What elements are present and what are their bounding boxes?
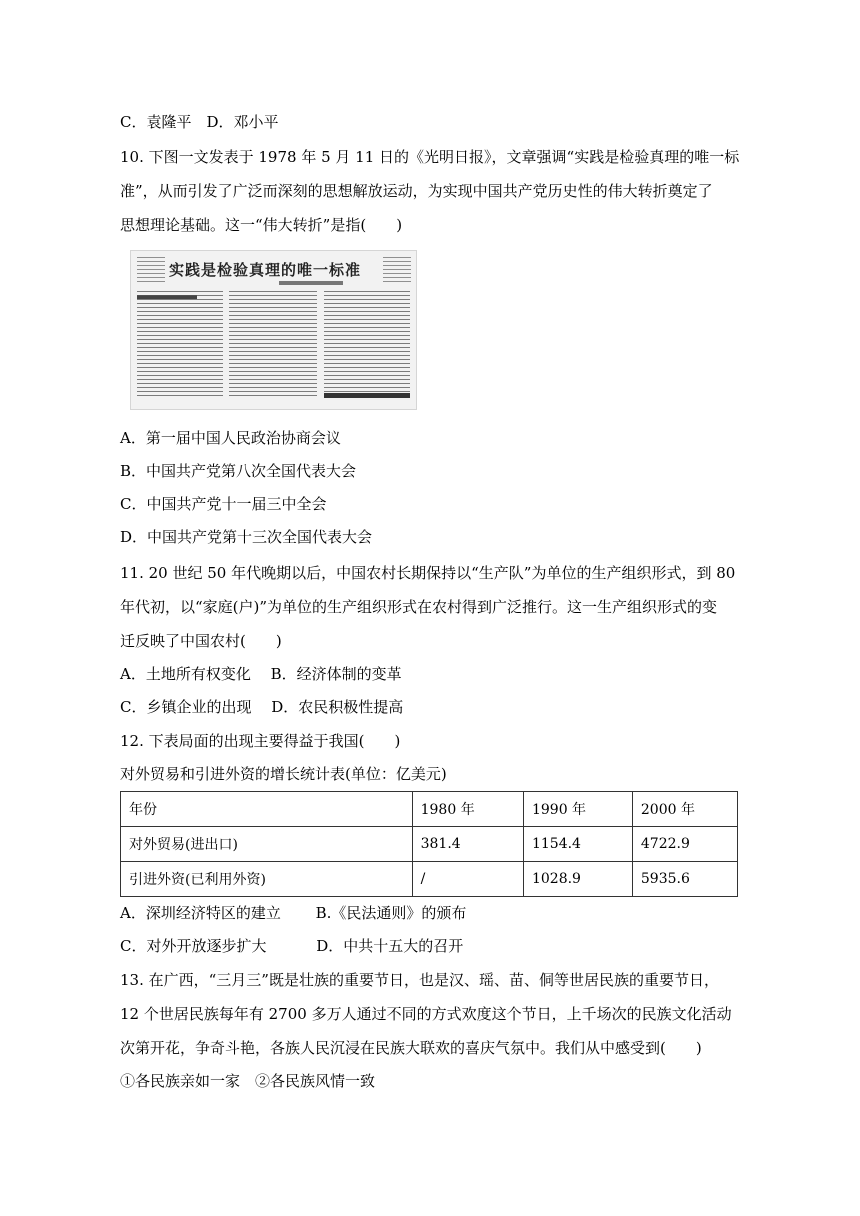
table-row [121,827,738,862]
table-header-cell: 1980 年 [412,792,523,827]
newspaper-article-image [130,250,417,410]
q9-options: C．袁隆平 D．邓小平 [120,113,279,131]
table-cell: / [412,862,523,897]
q12-stem: 12. 下表局面的出现主要得益于我国( ) [120,732,401,750]
newspaper-section-heading [324,393,410,398]
newspaper-headline: 实践是检验真理的唯一标准 [169,261,362,279]
q12-table-title: 对外贸易和引进外资的增长统计表(单位：亿美元) [120,765,447,783]
table-header-cell: 1990 年 [523,792,632,827]
trade-investment-table [120,791,738,897]
q11-stem-line-2: 年代初，以“家庭(户)”为单位的生产组织形式在农村得到广泛推行。这一生产组织形式的变 [120,598,718,616]
q13-stem-line-3: 次第开花，争奇斗艳，各族人民沉浸在民族大联欢的喜庆气氛中。我们从中感受到( ) [120,1039,702,1057]
newspaper-column-right [324,291,410,399]
table-cell: 5935.6 [632,862,737,897]
table-header-row [121,792,738,827]
table-cell: 引进外资(已利用外资) [121,862,413,897]
table-cell: 4722.9 [632,827,737,862]
table-cell: 1028.9 [523,862,632,897]
q10-option-b[interactable]: B．中国共产党第八次全国代表大会 [120,462,357,480]
q11-stem-line-3: 迁反映了中国农村( ) [120,632,282,650]
newspaper-column-middle [229,291,317,399]
q13-stem-line-2: 12 个世居民族每年有 2700 多万人通过不同的方式欢度这个节日，上千场次的民族文化活动 [120,1005,732,1023]
q12-options-cd[interactable]: C．对外开放逐步扩大 D．中共十五大的召开 [120,937,464,955]
q11-options-cd[interactable]: C．乡镇企业的出现 D．农民积极性提高 [120,698,404,716]
table-cell: 381.4 [412,827,523,862]
q10-option-d[interactable]: D．中国共产党第十三次全国代表大会 [120,528,373,546]
table-header-cell: 2000 年 [632,792,737,827]
table-cell: 对外贸易(进出口) [121,827,413,862]
q10-stem-line-2: 准”，从而引发了广泛而深刻的思想解放运动，为实现中国共产党历史性的伟大转折奠定了 [120,182,713,200]
q13-options[interactable]: ①各民族亲如一家 ②各民族风情一致 [120,1072,376,1090]
newspaper-masthead-left [137,257,165,285]
table-row [121,862,738,897]
newspaper-column-left [137,291,223,399]
q10-option-a[interactable]: A．第一届中国人民政治协商会议 [120,429,341,447]
table-cell: 1154.4 [523,827,632,862]
table-header-cell: 年份 [121,792,413,827]
q10-stem-line-1: 10. 下图一文发表于 1978 年 5 月 11 日的《光明日报》，文章强调“实践是检验真理的唯一标 [120,148,740,166]
q10-stem-line-3: 思想理论基础。这一“伟大转折”是指( ) [120,216,403,234]
newspaper-byline [279,281,343,285]
q13-stem-line-1: 13. 在广西，“三月三”既是壮族的重要节日，也是汉、瑶、苗、侗等世居民族的重要节日， [120,971,719,989]
q11-options-ab[interactable]: A．土地所有权变化 B．经济体制的变革 [120,665,402,683]
q10-option-c[interactable]: C．中国共产党十一届三中全会 [120,495,327,513]
q11-stem-line-1: 11. 20 世纪 50 年代晚期以后，中国农村长期保持以“生产队”为单位的生产组织形式，到 80 [120,564,736,582]
q12-options-ab[interactable]: A．深圳经济特区的建立 B.《民法通则》的颁布 [120,904,467,922]
